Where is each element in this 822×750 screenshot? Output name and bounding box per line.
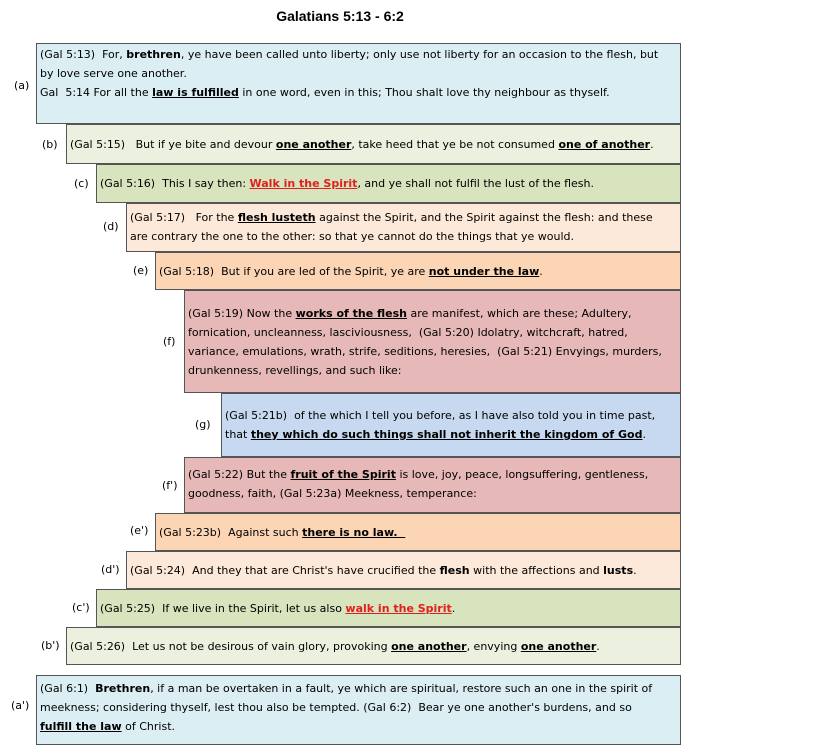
verse-segment: with the affections and [469,563,604,577]
emphasis-phrase: brethren [126,48,181,61]
row-label-e-prime: (e') [130,524,149,537]
verse-line [188,304,677,323]
verse-text [188,304,677,380]
emphasis-phrase: one another [275,137,352,151]
row-label-g: (g) [195,418,211,431]
emphasis-phrase: law is fulfilled [152,86,239,99]
verse-text [70,637,600,656]
verse-segment: , and ye shall not fulfil the lust of the flesh. [357,177,595,190]
row-d-prime [126,551,681,589]
row-a [36,43,681,124]
row-label-a: (a) [14,79,30,92]
verse-text [188,465,677,503]
row-label-b-prime: (b') [41,639,60,652]
emphasis-phrase: there is no law. [302,525,406,539]
verse-line [70,637,600,656]
verse-segment: by love serve one another. [40,67,187,80]
verse-text [159,523,405,542]
verse-segment: (Gal 5:25) If we live in the Spirit, let us also [100,601,346,615]
verse-segment: , ye have been called unto liberty; only use not liberty for an occasion to the flesh, but [180,48,659,61]
verse-line [130,227,677,246]
verse-text [159,262,543,281]
emphasis-phrase: one of another [558,137,651,151]
verse-text [130,561,637,580]
row-c [96,164,681,203]
emphasis-phrase: one another [391,639,467,653]
verse-segment: . [650,137,654,151]
row-c-prime [96,589,681,627]
verse-segment: (Gal 5:24) And they that are Christ's have crucified the [130,563,440,577]
verse-segment: (Gal 5:15) But if ye bite and devour [70,137,276,151]
verse-line [40,679,677,698]
row-label-c-prime: (c') [72,601,90,614]
verse-line [70,135,654,154]
verse-segment: , envying [466,639,521,653]
verse-line [159,523,405,542]
verse-line [188,361,677,380]
verse-line [40,83,677,102]
row-label-f: (f) [163,335,176,348]
verse-segment: are contrary the one to the other: so that ye cannot do the things that ye would. [130,230,575,243]
page-title: Galatians 5:13 - 6:2 [276,8,404,24]
verse-line [100,599,455,618]
row-label-d-prime: (d') [101,563,120,576]
emphasis-phrase: fulfill the law [40,720,122,733]
verse-segment: (Gal 5:17) For the [130,211,238,224]
verse-segment: is love, joy, peace, longsuffering, gentleness, [395,468,649,481]
verse-segment: (Gal 5:16) This I say then: [100,177,250,190]
verse-text [225,406,677,444]
verse-segment: Gal 5:14 For all the [40,86,153,99]
verse-segment: that [225,428,251,441]
row-label-f-prime: (f') [162,479,178,492]
verse-segment: . [633,563,637,577]
row-label-b: (b) [42,138,58,151]
verse-segment: against the Spirit, and the Spirit against the flesh: and these [315,211,653,224]
verse-segment: (Gal 5:22) But the [188,468,291,481]
emphasis-phrase: they which do such things shall not inherit the kingdom of God [250,428,643,441]
verse-segment: (Gal 5:18) But if you are led of the Spirit, ye are [159,264,429,278]
verse-line [130,208,677,227]
emphasis-phrase: not under the law [428,264,540,278]
emphasis-phrase: fruit of the Spirit [290,468,396,481]
verse-segment: . [451,601,456,615]
verse-segment: variance, emulations, wrath, strife, seditions, heresies, (Gal 5:21) Envyings, murders, [188,345,662,358]
verse-segment: , take heed that ye be not consumed [351,137,559,151]
verse-segment: goodness, faith, (Gal 5:23a) Meekness, temperance: [188,487,477,500]
verse-line [188,342,677,361]
verse-line [40,45,677,64]
verse-line [130,561,637,580]
verse-text [130,208,677,246]
row-f [184,290,681,393]
verse-segment: (Gal 5:13) For, [40,48,127,61]
verse-line [225,406,677,425]
verse-line [159,262,543,281]
verse-text [100,599,455,618]
verse-line [225,425,677,444]
verse-text [100,174,594,193]
verse-line [40,717,677,736]
verse-text [70,135,654,154]
verse-line [100,174,594,193]
verse-segment: . [596,639,600,653]
row-a-prime [36,675,681,745]
row-label-c: (c) [74,177,89,190]
row-b [66,124,681,164]
row-e [155,252,681,290]
emphasis-phrase: one another [520,639,597,653]
verse-segment: fornication, uncleanness, lasciviousness, (Gal 5:20) Idolatry, witchcraft, hatred, [188,326,628,339]
verse-segment: (Gal 5:26) Let us not be desirous of vain glory, provoking [70,639,392,653]
row-b-prime [66,627,681,665]
verse-segment: meekness; considering thyself, lest thou also be tempted. (Gal 6:2) Bear ye one another's burdens, and so [40,701,632,714]
row-g [221,393,681,457]
row-d [126,203,681,252]
verse-segment: (Gal 5:19) Now the [188,307,296,320]
verse-line [188,323,677,342]
verse-segment: . [539,264,543,278]
row-label-d: (d) [103,220,119,233]
verse-segment: , if a man be overtaken in a fault, ye which are spiritual, restore such an one in the spirit of [150,682,653,695]
verse-segment: . [642,428,646,441]
emphasis-phrase: works of the flesh [295,307,407,320]
verse-segment: in one word, even in this; Thou shalt love thy neighbour as thyself. [238,86,610,99]
verse-line [188,465,677,484]
verse-segment: (Gal 6:1) [40,682,96,695]
verse-line [40,64,677,83]
verse-segment: (Gal 5:23b) Against such [159,525,303,539]
row-label-a-prime: (a') [11,699,30,712]
row-label-e: (e) [133,264,149,277]
emphasis-phrase: lusts [603,563,634,577]
verse-segment: are manifest, which are these; Adultery, [407,307,632,320]
verse-line [40,698,677,717]
verse-text [40,45,677,102]
emphasis-phrase: Brethren [95,682,151,695]
verse-text [40,679,677,736]
verse-line [188,484,677,503]
row-e-prime [155,513,681,551]
row-f-prime [184,457,681,513]
verse-segment: (Gal 5:21b) of the which I tell you before, as I have also told you in time past, [225,409,656,422]
emphasis-phrase: flesh lusteth [237,211,316,224]
verse-segment: of Christ. [121,720,176,733]
emphasis-phrase: flesh [439,563,470,577]
highlight-phrase: walk in the Spirit [345,601,452,615]
highlight-phrase: Walk in the Spirit [249,177,358,190]
verse-segment: drunkenness, revellings, and such like: [188,364,402,377]
